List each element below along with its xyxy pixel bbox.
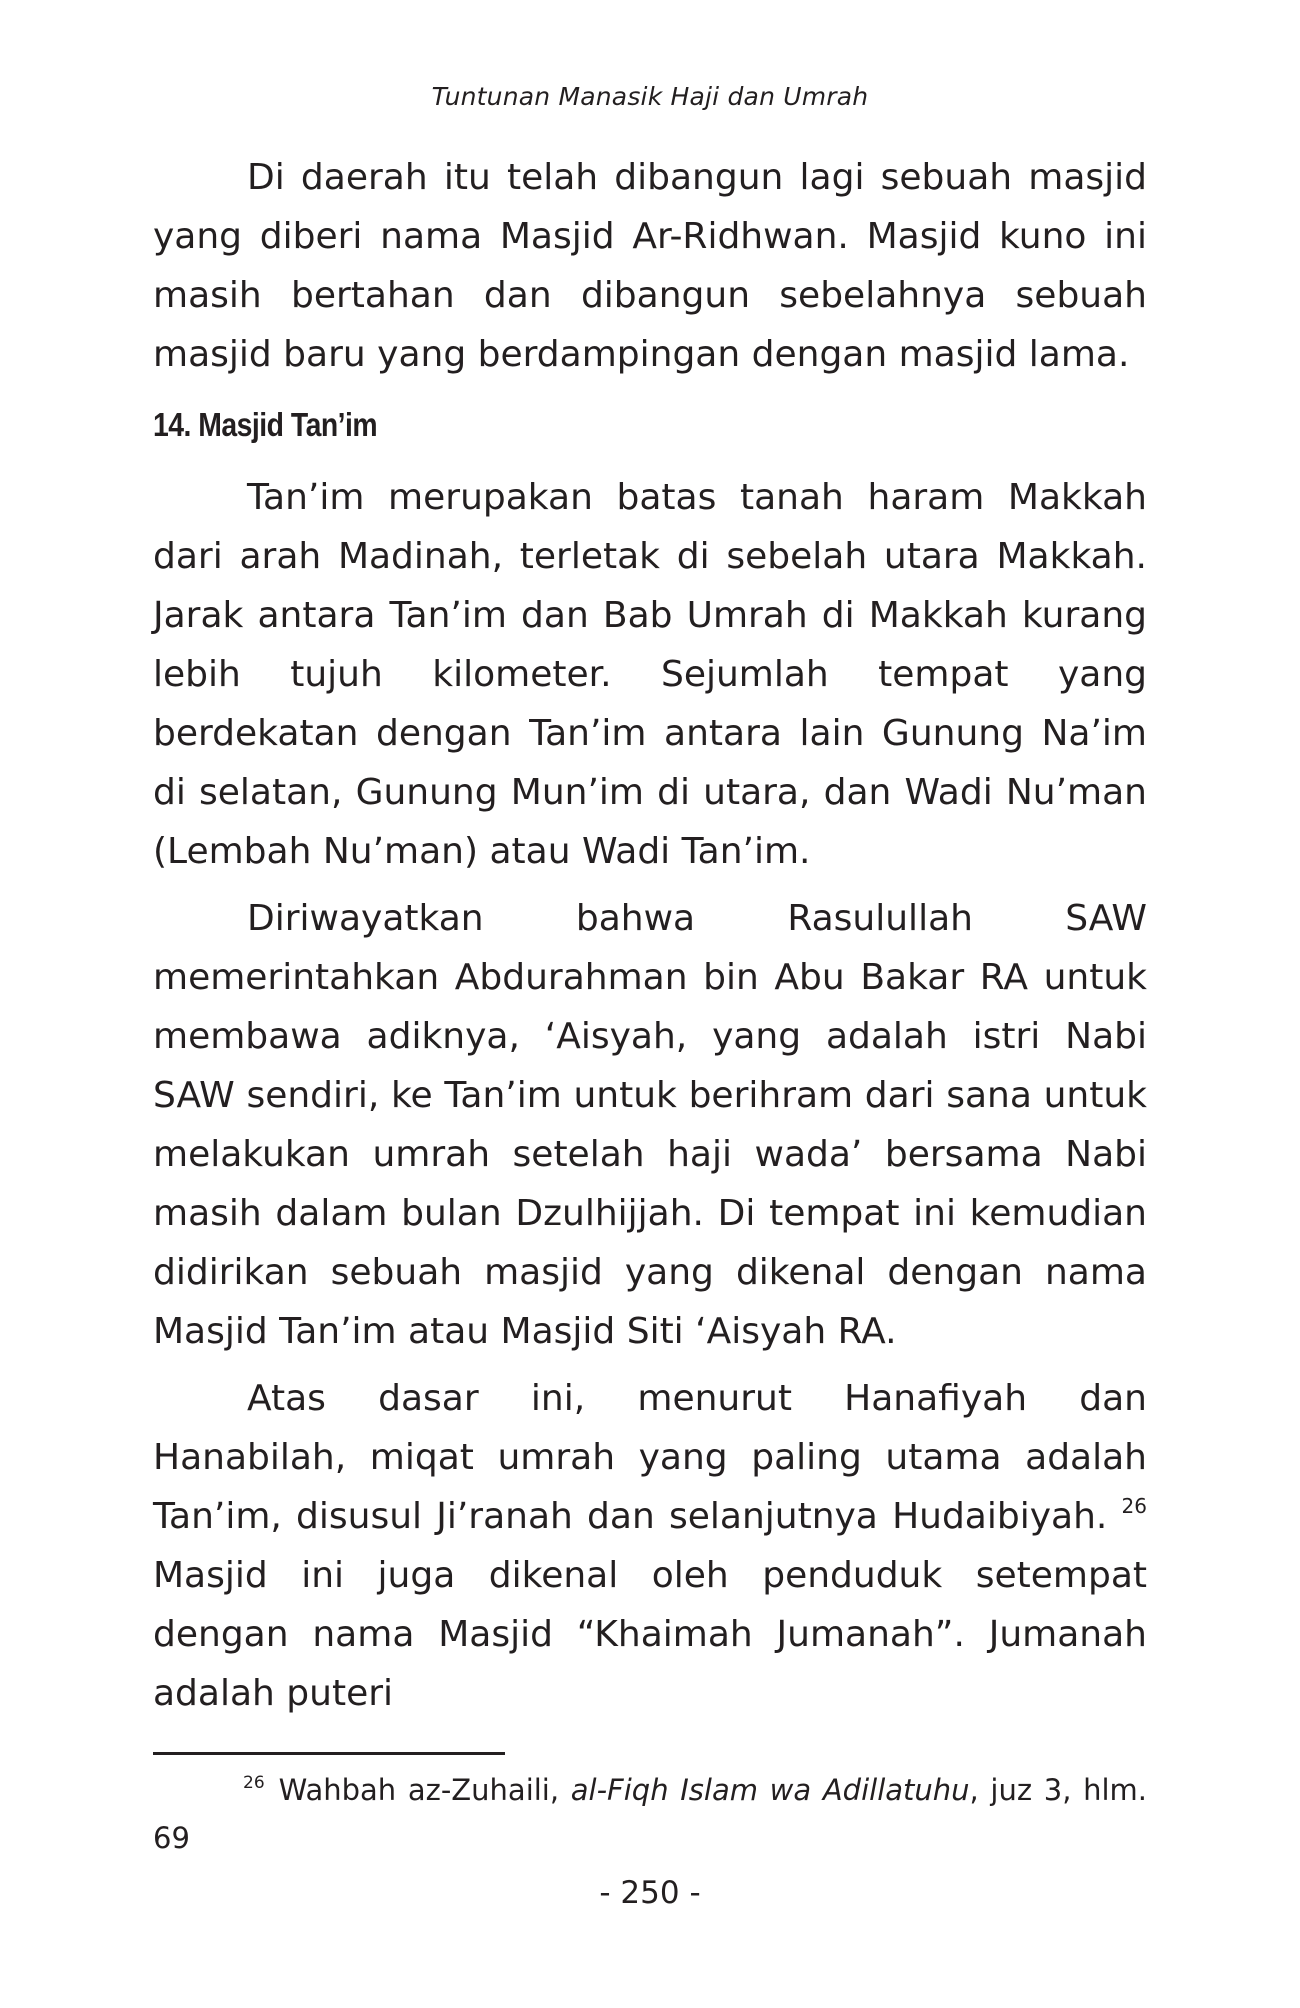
running-header: Tuntunan Manasik Haji dan Umrah <box>431 82 869 111</box>
paragraph-text-after-ref: Masjid ini juga dikenal oleh penduduk setempat dengan nama Masjid “Khaimah Jumanah”. Jumanah adalah puteri <box>153 1555 1147 1714</box>
footnote-divider <box>153 1752 505 1755</box>
footnote-number: 26 <box>243 1773 265 1793</box>
paragraph-ar-ridhwan: Di daerah itu telah dibangun lagi sebuah masjid yang diberi nama Masjid Ar-Ridhwan. Masjid kuno ini masih bertahan dan dibangun sebelahnya sebuah masjid baru yang berdampingan dengan masjid lama. <box>153 157 1147 375</box>
footnote-line-2: 69 <box>153 1821 190 1855</box>
footnote-book-title: al-Fiqh Islam wa Adillatuhu <box>570 1773 970 1807</box>
page-number: - 250 - <box>599 1875 701 1911</box>
paragraph-tanim-location: Tan’im merupakan batas tanah haram Makkah dari arah Madinah, terletak di sebelah utara Makkah. Jarak antara Tan’im dan Bab Umrah di Makkah kurang lebih tujuh kilometer. Sejumlah tempat yang berdekatan dengan Tan’im antara lain Gunung Na’im di selatan, Gunung Mun’im di utara, dan Wadi Nu’man (Lembah Nu’man) atau Wadi Tan’im. <box>153 477 1147 872</box>
paragraph-miqat-umrah <box>153 1369 1147 1723</box>
footnote-volume: , juz 3, hlm. <box>969 1773 1147 1807</box>
page-body <box>153 148 1147 1723</box>
paragraph-tanim-history: Diriwayatkan bahwa Rasulullah SAW memerintahkan Abdurahman bin Abu Bakar RA untuk membawa adiknya, ‘Aisyah, yang adalah istri Nabi SAW sendiri, ke Tan’im untuk berihram dari sana untuk melakukan umrah setelah haji wada’ bersama Nabi masih dalam bulan Dzulhijjah. Di tempat ini kemudian didirikan sebuah masjid yang dikenal dengan nama Masjid Tan’im atau Masjid Siti ‘Aisyah RA. <box>153 898 1147 1352</box>
footnote-line-1 <box>153 1766 1147 1814</box>
footnote <box>153 1766 1147 1862</box>
paragraph-text-before-ref: Atas dasar ini, menurut Hanafiyah dan Hanabilah, miqat umrah yang paling utama adalah Tan’im, disusul Ji’ranah dan selanjutnya Hudaibiyah. <box>153 1378 1147 1537</box>
footnote-author: Wahbah az-Zuhaili, <box>278 1773 560 1807</box>
section-heading-masjid-tanim: 14. Masjid Tan’im <box>153 406 378 443</box>
footnote-reference: 26 <box>1121 1494 1147 1518</box>
